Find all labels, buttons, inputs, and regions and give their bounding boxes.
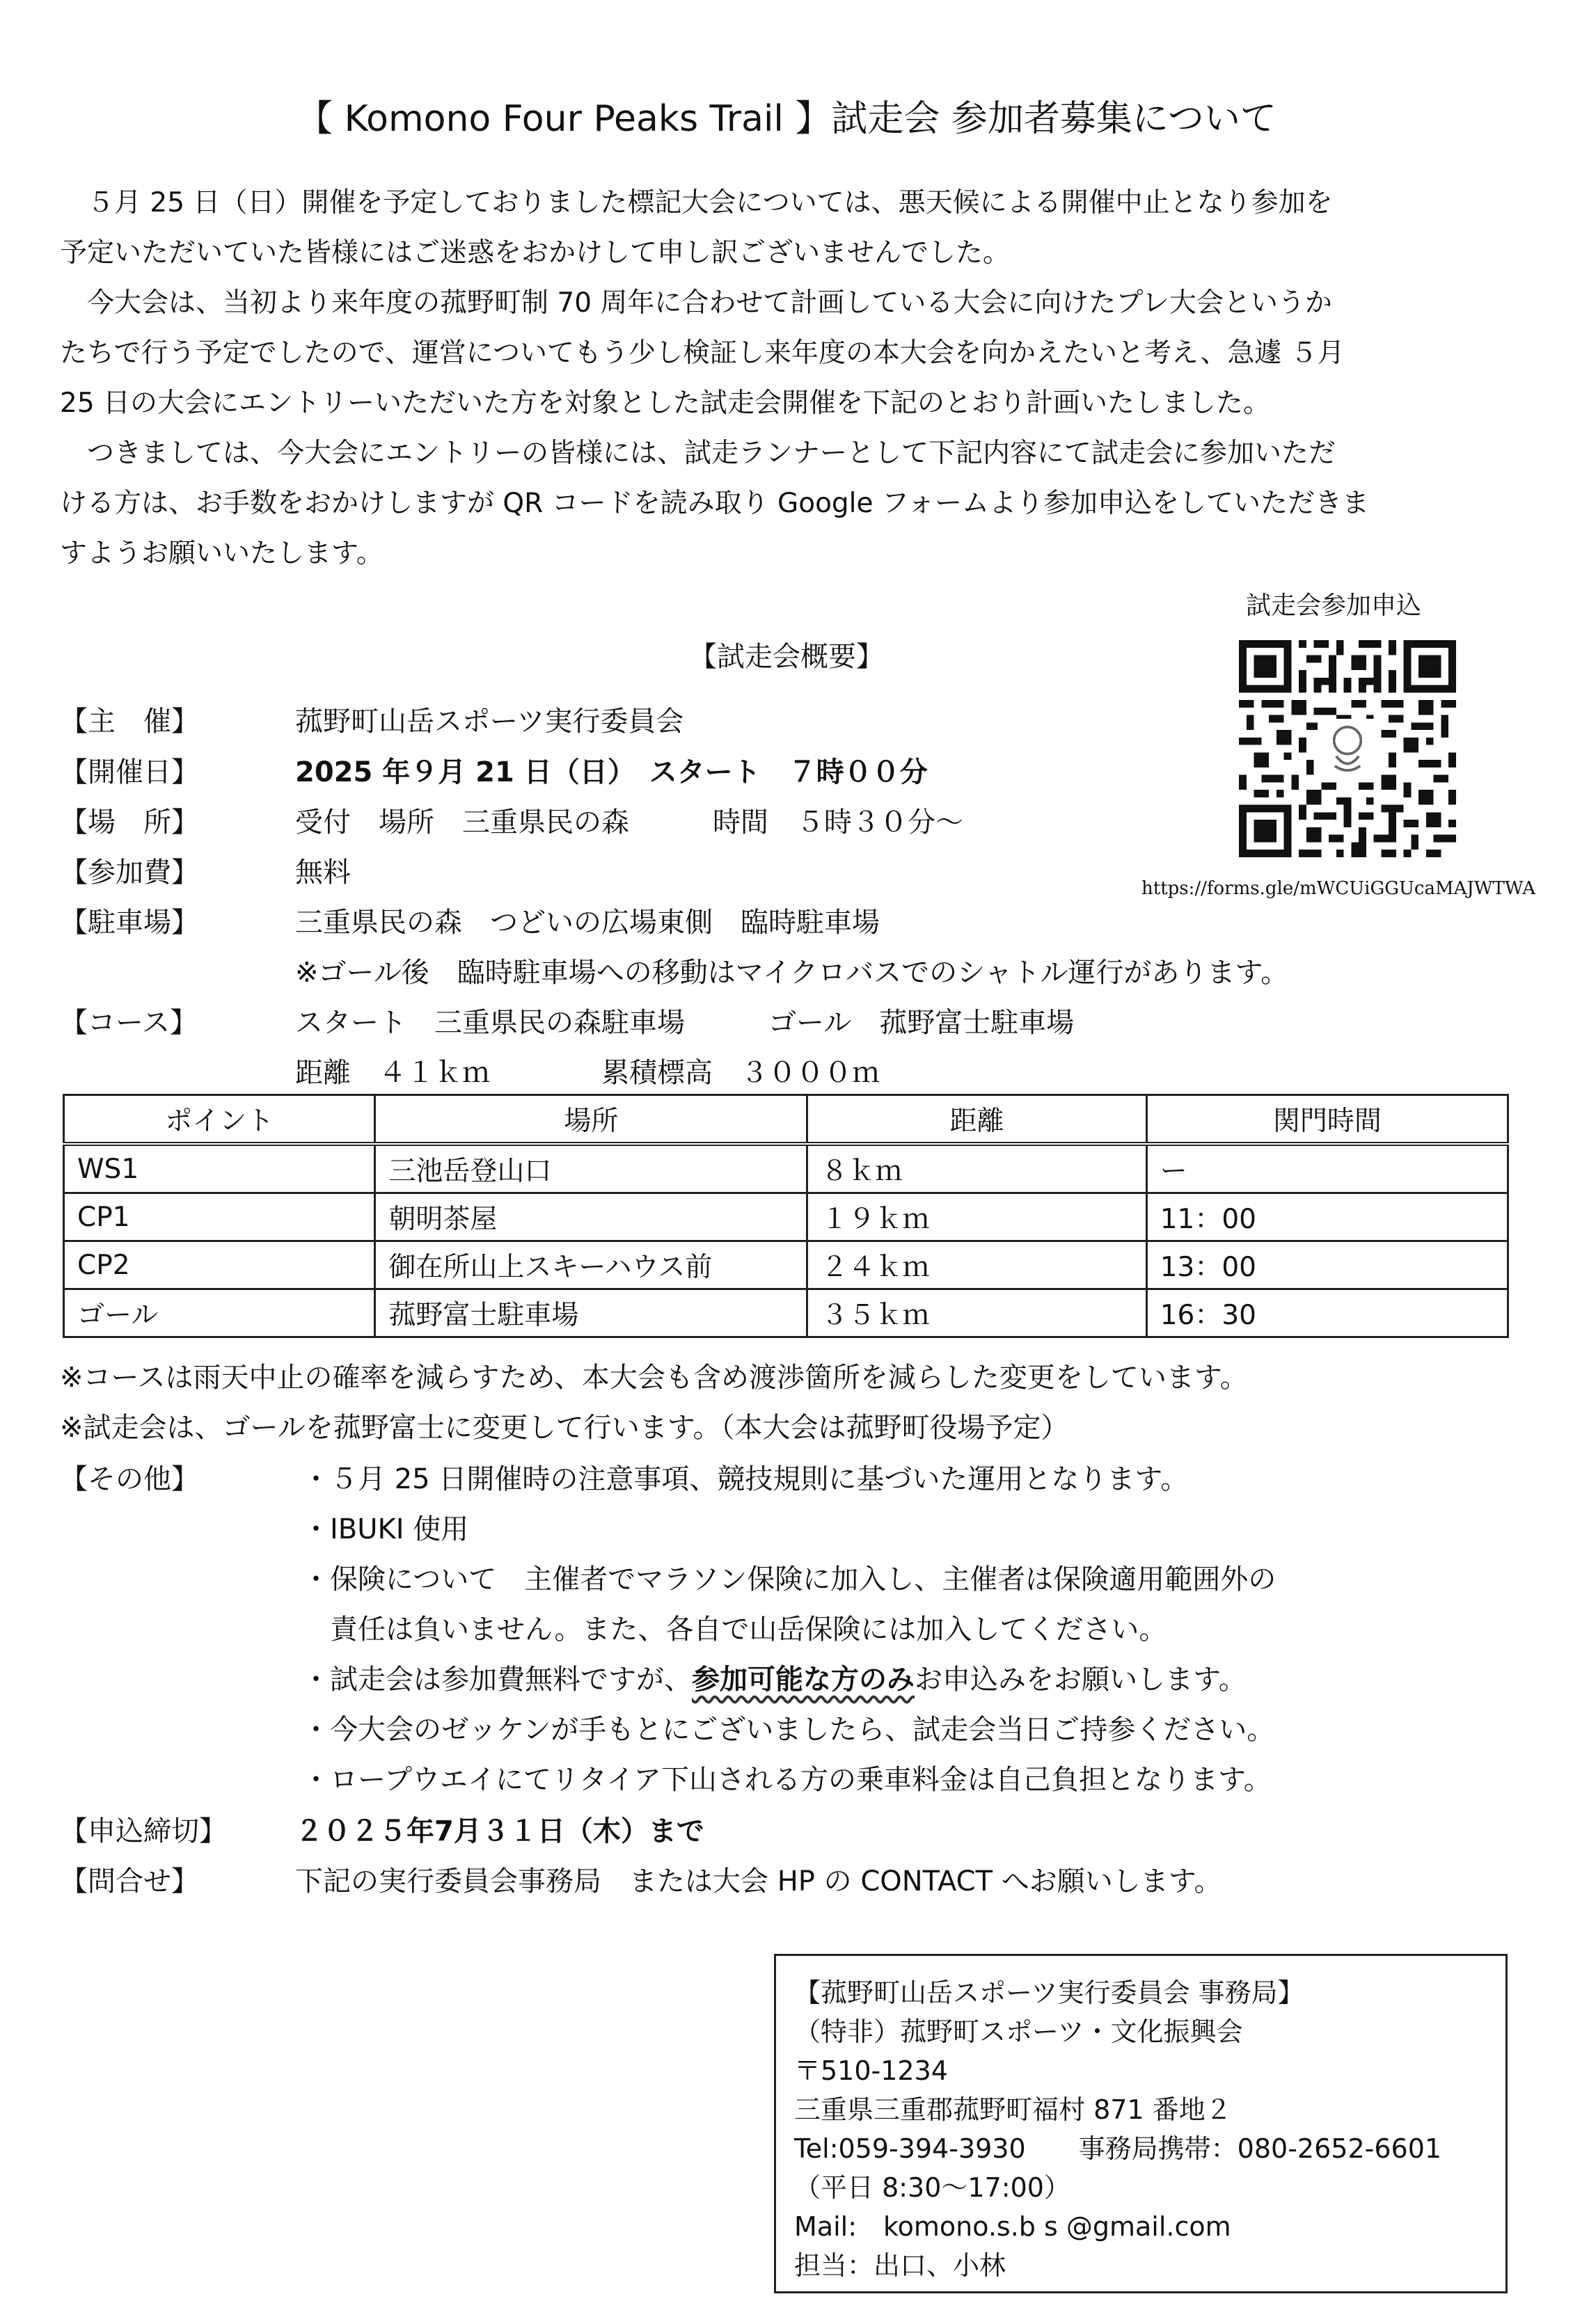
cell-distance: ２４ｋｍ [807, 1241, 1146, 1289]
cell-place: 朝明茶屋 [375, 1193, 807, 1241]
intro-line: ける方は、お手数をおかけしますが QR コードを読み取り Google フォームより参加申込をしていただきま [60, 488, 1369, 519]
other-item: ・今大会のゼッケンが手もとにございましたら、試走会当日ご持参ください。 [302, 1714, 1275, 1746]
intro-line: たちで行う予定でしたので、運営についてもう少し検証し来年度の本大会を向かえたいと考え、急遽 ５月 [60, 337, 1345, 369]
cell-point: CP2 [64, 1241, 375, 1289]
cell-cutoff: 11：00 [1146, 1193, 1508, 1241]
cell-point: ゴール [64, 1289, 375, 1337]
other-item: ・IBUKI 使用 [302, 1513, 469, 1545]
col-header-distance: 距離 [807, 1095, 1146, 1145]
cell-point: CP1 [64, 1193, 375, 1241]
intro-line: つきましては、今大会にエントリーの皆様には、試走ランナーとして下記内容にて試走会に参加いただ [60, 438, 1336, 469]
col-header-place: 場所 [375, 1095, 807, 1145]
cell-point: WS1 [64, 1144, 375, 1193]
intro-line: 今大会は、当初より来年度の菰野町制 70 周年に合わせて計画している大会に向けたプレ大会というか [60, 287, 1332, 319]
emphasis-text: 参加可能な方のみ [692, 1664, 915, 1696]
deadline-label: 【申込締切】 [60, 1815, 227, 1847]
cell-distance: １９ｋｍ [807, 1193, 1146, 1241]
cell-place: 菰野富士駐車場 [375, 1289, 807, 1337]
parking-note: ※ゴール後 臨時駐車場への移動はマイクロバスでのシャトル運行があります。 [295, 957, 1289, 989]
cell-distance: ３５ｋｍ [807, 1289, 1146, 1337]
other-label: 【その他】 [60, 1463, 199, 1495]
other-item: 責任は負いません。また、各自で山岳保険には加入してください。 [302, 1614, 1167, 1646]
other-item-text: ・試走会は参加費無料ですが、 [302, 1664, 692, 1696]
contact-line: 【菰野町山岳スポーツ実行委員会 事務局】 [794, 1977, 1304, 2008]
contact-line: 〒510-1234 [794, 2055, 948, 2086]
contact-email[interactable]: Mail: komono.s.b s @gmail.com [794, 2211, 1231, 2242]
fee-value: 無料 [295, 857, 351, 889]
cell-place: 三池岳登山口 [375, 1144, 807, 1193]
table-row [64, 1193, 1508, 1241]
cell-cutoff: ー [1146, 1144, 1508, 1193]
course-label: 【コース】 [60, 1007, 198, 1039]
qr-url[interactable]: https://forms.gle/mWCUiGGUcaMAJWTWA [1141, 878, 1536, 899]
inquiry-label: 【問合せ】 [60, 1865, 199, 1897]
table-row [64, 1144, 1508, 1193]
intro-line: すようお願いいたします。 [60, 538, 384, 569]
parking-value: 三重県民の森 つどいの広場東側 臨時駐車場 [295, 907, 880, 939]
deadline-value: ２０２５年7月３１日（木）まで [295, 1815, 704, 1847]
other-item-text: お申込みをお願いします。 [915, 1664, 1247, 1696]
inquiry-value: 下記の実行委員会事務局 または大会 HP の CONTACT へお願いします。 [295, 1865, 1222, 1897]
cell-place: 御在所山上スキーハウス前 [375, 1241, 807, 1289]
organizer-label: 【主 催】 [60, 706, 199, 738]
course-note: ※コースは雨天中止の確率を減らすため、本大会も含め渡渉箇所を減らした変更をしています。 [60, 1362, 1248, 1394]
page-title: 【 Komono Four Peaks Trail 】試走会 参加者募集について [297, 98, 1276, 140]
organizer-value: 菰野町山岳スポーツ実行委員会 [295, 706, 684, 738]
fee-label: 【参加費】 [60, 857, 199, 889]
intro-line: 25 日の大会にエントリーいただいた方を対象とした試走会開催を下記のとおり計画いたしました。 [60, 388, 1271, 419]
table-row [64, 1289, 1508, 1337]
other-item: ・ロープウエイにてリタイア下山される方の乗車料金は自己負担となります。 [302, 1764, 1272, 1796]
contact-line: 三重県三重郡菰野町福村 871 番地２ [794, 2094, 1232, 2125]
qr-label: 試走会参加申込 [1246, 591, 1422, 620]
other-item: ・５月 25 日開催時の注意事項、競技規則に基づいた運用となります。 [302, 1463, 1189, 1495]
cell-distance: ８ｋｍ [807, 1144, 1146, 1193]
course-table [63, 1094, 1509, 1338]
course-value: スタート 三重県民の森駐車場 ゴール 菰野富士駐車場 [295, 1007, 1075, 1039]
place-value: 受付 場所 三重県民の森 時間 ５時３０分～ [295, 806, 963, 838]
parking-label: 【駐車場】 [60, 907, 199, 939]
intro-line: ５月 25 日（日）開催を予定しておりました標記大会については、悪天候による開催中止となり参加を [60, 187, 1333, 218]
col-header-cutoff: 関門時間 [1146, 1095, 1508, 1145]
contact-line: Tel:059-394-3930 事務局携帯：080-2652-6601 [794, 2133, 1442, 2164]
table-header-row [64, 1095, 1508, 1145]
place-label: 【場 所】 [60, 806, 199, 838]
intro-line: 予定いただいていた皆様にはご迷惑をおかけして申し訳ございませんでした。 [60, 237, 1011, 269]
other-item [302, 1657, 1247, 1697]
col-header-point: ポイント [64, 1095, 375, 1145]
overview-heading: 【試走会概要】 [689, 641, 884, 673]
table-row [64, 1241, 1508, 1289]
cell-cutoff: 13：00 [1146, 1241, 1508, 1289]
contact-line: （特非）菰野町スポーツ・文化振興会 [794, 2016, 1243, 2047]
course-distance: 距離 ４１ｋｍ 累積標高 ３０００ｍ [295, 1057, 880, 1089]
course-note: ※試走会は、ゴールを菰野富士に変更して行います。（本大会は菰野町役場予定） [60, 1412, 1069, 1444]
date-label: 【開催日】 [60, 756, 199, 788]
contact-line: （平日 8:30～17:00） [794, 2172, 1070, 2203]
cell-cutoff: 16：30 [1146, 1289, 1508, 1337]
date-value: 2025 年９月 21 日（日） スタート ７時００分 [295, 756, 928, 788]
contact-box [774, 1954, 1508, 2293]
contact-line: 担当：出口、小林 [794, 2250, 1006, 2281]
other-item: ・保険について 主催者でマラソン保険に加入し、主催者は保険適用範囲外の [302, 1563, 1276, 1595]
